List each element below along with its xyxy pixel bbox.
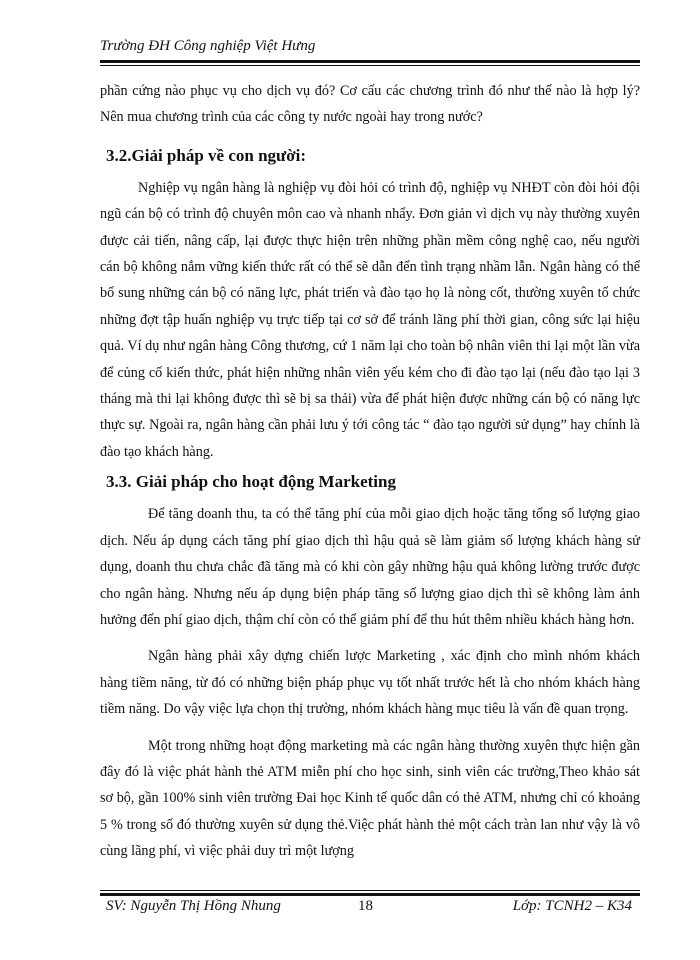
- paragraph-human-resources: Nghiệp vụ ngân hàng là nghiệp vụ đòi hỏi có trình độ, nghiệp vụ NHĐT còn đòi hỏi đội ngũ cán bộ có trình độ chuyên môn cao và nhanh nhẩy. Đơn giản vì dịch vụ này thường xuyên được cải tiến, nâng cấp, lại được thực hiện trên những phần mềm công nghệ cao, nếu người cán bộ không nắm vững kiến thức rất có thể sẽ dẫn đến tình trạng nhầm lẫn. Ngân hàng có thể bổ sung những cán bộ có năng lực, phát triển và đào tạo họ là nòng cốt, thường xuyên tổ chức những đợt tập huấn nghiệp vụ trực tiếp tại cơ sở để tránh lãng phí thời gian, công sức lại hiệu quả. Ví dụ như ngân hàng Công thương, cứ 1 năm lại cho toàn bộ nhân viên thi lại một lần vừa để củng cố kiến thức, phát hiện những nhân viên yếu kém cho đi đào tạo lại (nếu đào tạo lại 3 tháng mà thi lại không được thì sẽ bị sa thải) vừa để phát hiện được những cán bộ có năng lực thực sự. Ngoài ra, ngân hàng cần phải lưu ý tới công tác “ đào tạo người sử dụng” hay chính là đào tạo khách hàng.: [100, 179, 640, 460]
- footer-class: Lớp: TCNH2 – K34: [512, 898, 632, 914]
- page-body: [100, 78, 640, 865]
- header-rule-thin: [100, 65, 640, 66]
- running-header: Trường ĐH Công nghiệp Việt Hưng: [100, 38, 316, 54]
- paragraph-marketing-strategy: Ngân hàng phải xây dựng chiến lược Marketing , xác định cho mình nhóm khách hàng tiềm năng, từ đó có những biện pháp phục vụ tốt nhất trước hết là cho nhóm khách hàng tiềm năng. Do vậy việc lựa chọn thị trường, nhóm khách hàng mục tiêu là vấn đề quan trọng.: [100, 648, 640, 718]
- section-heading-3-2: 3.2.Giải pháp về con người:: [106, 145, 307, 165]
- header-rule-thick: [100, 60, 640, 63]
- paragraph-atm-cards: Một trong những hoạt động marketing mà các ngân hàng thường xuyên thực hiện gần đây đó là việc phát hành thẻ ATM miễn phí cho học sinh, sinh viên các trường,Theo khảo sát sơ bộ, gần 100% sinh viên trường Đai học Kinh tế quốc dân có thẻ ATM, nhưng chỉ có khoảng 5 % trong số đó thường xuyên sử dụng thẻ.Việc phát hành thẻ một cách tràn lan như vậy là vô cùng lãng phí, vì việc phải duy trì một lượng: [100, 737, 640, 860]
- section-heading-3-3: 3.3. Giải pháp cho hoạt động Marketing: [106, 472, 396, 492]
- paragraph-revenue: Để tăng doanh thu, ta có thể tăng phí của mỗi giao dịch hoặc tăng tổng số lượng giao dịch. Nếu áp dụng cách tăng phí giao dịch thì hậu quả sẽ làm giảm số lượng khách hàng sử dụng, doanh thu chưa chắc đã tăng mà có khi còn gây những hậu quả không lường trước được cho ngân hàng. Nhưng nếu áp dụng biện pháp tăng số lượng giao dịch thì sẽ không làm ảnh hưởng đến phí giao dịch, thậm chí còn có thể giảm phí để thu hút thêm nhiều khách hàng hơn.: [100, 506, 640, 628]
- footer-author: SV: Nguyễn Thị Hồng Nhung: [106, 898, 281, 914]
- footer-rule-thin: [100, 890, 640, 891]
- page-number: 18: [358, 898, 373, 914]
- footer-rule-thick: [100, 893, 640, 896]
- paragraph-continued: phần cứng nào phục vụ cho dịch vụ đó? Cơ cấu các chương trình đó như thế nào là hợp lý? Nên mua chương trình của các công ty nước ngoài hay trong nước?: [100, 83, 640, 126]
